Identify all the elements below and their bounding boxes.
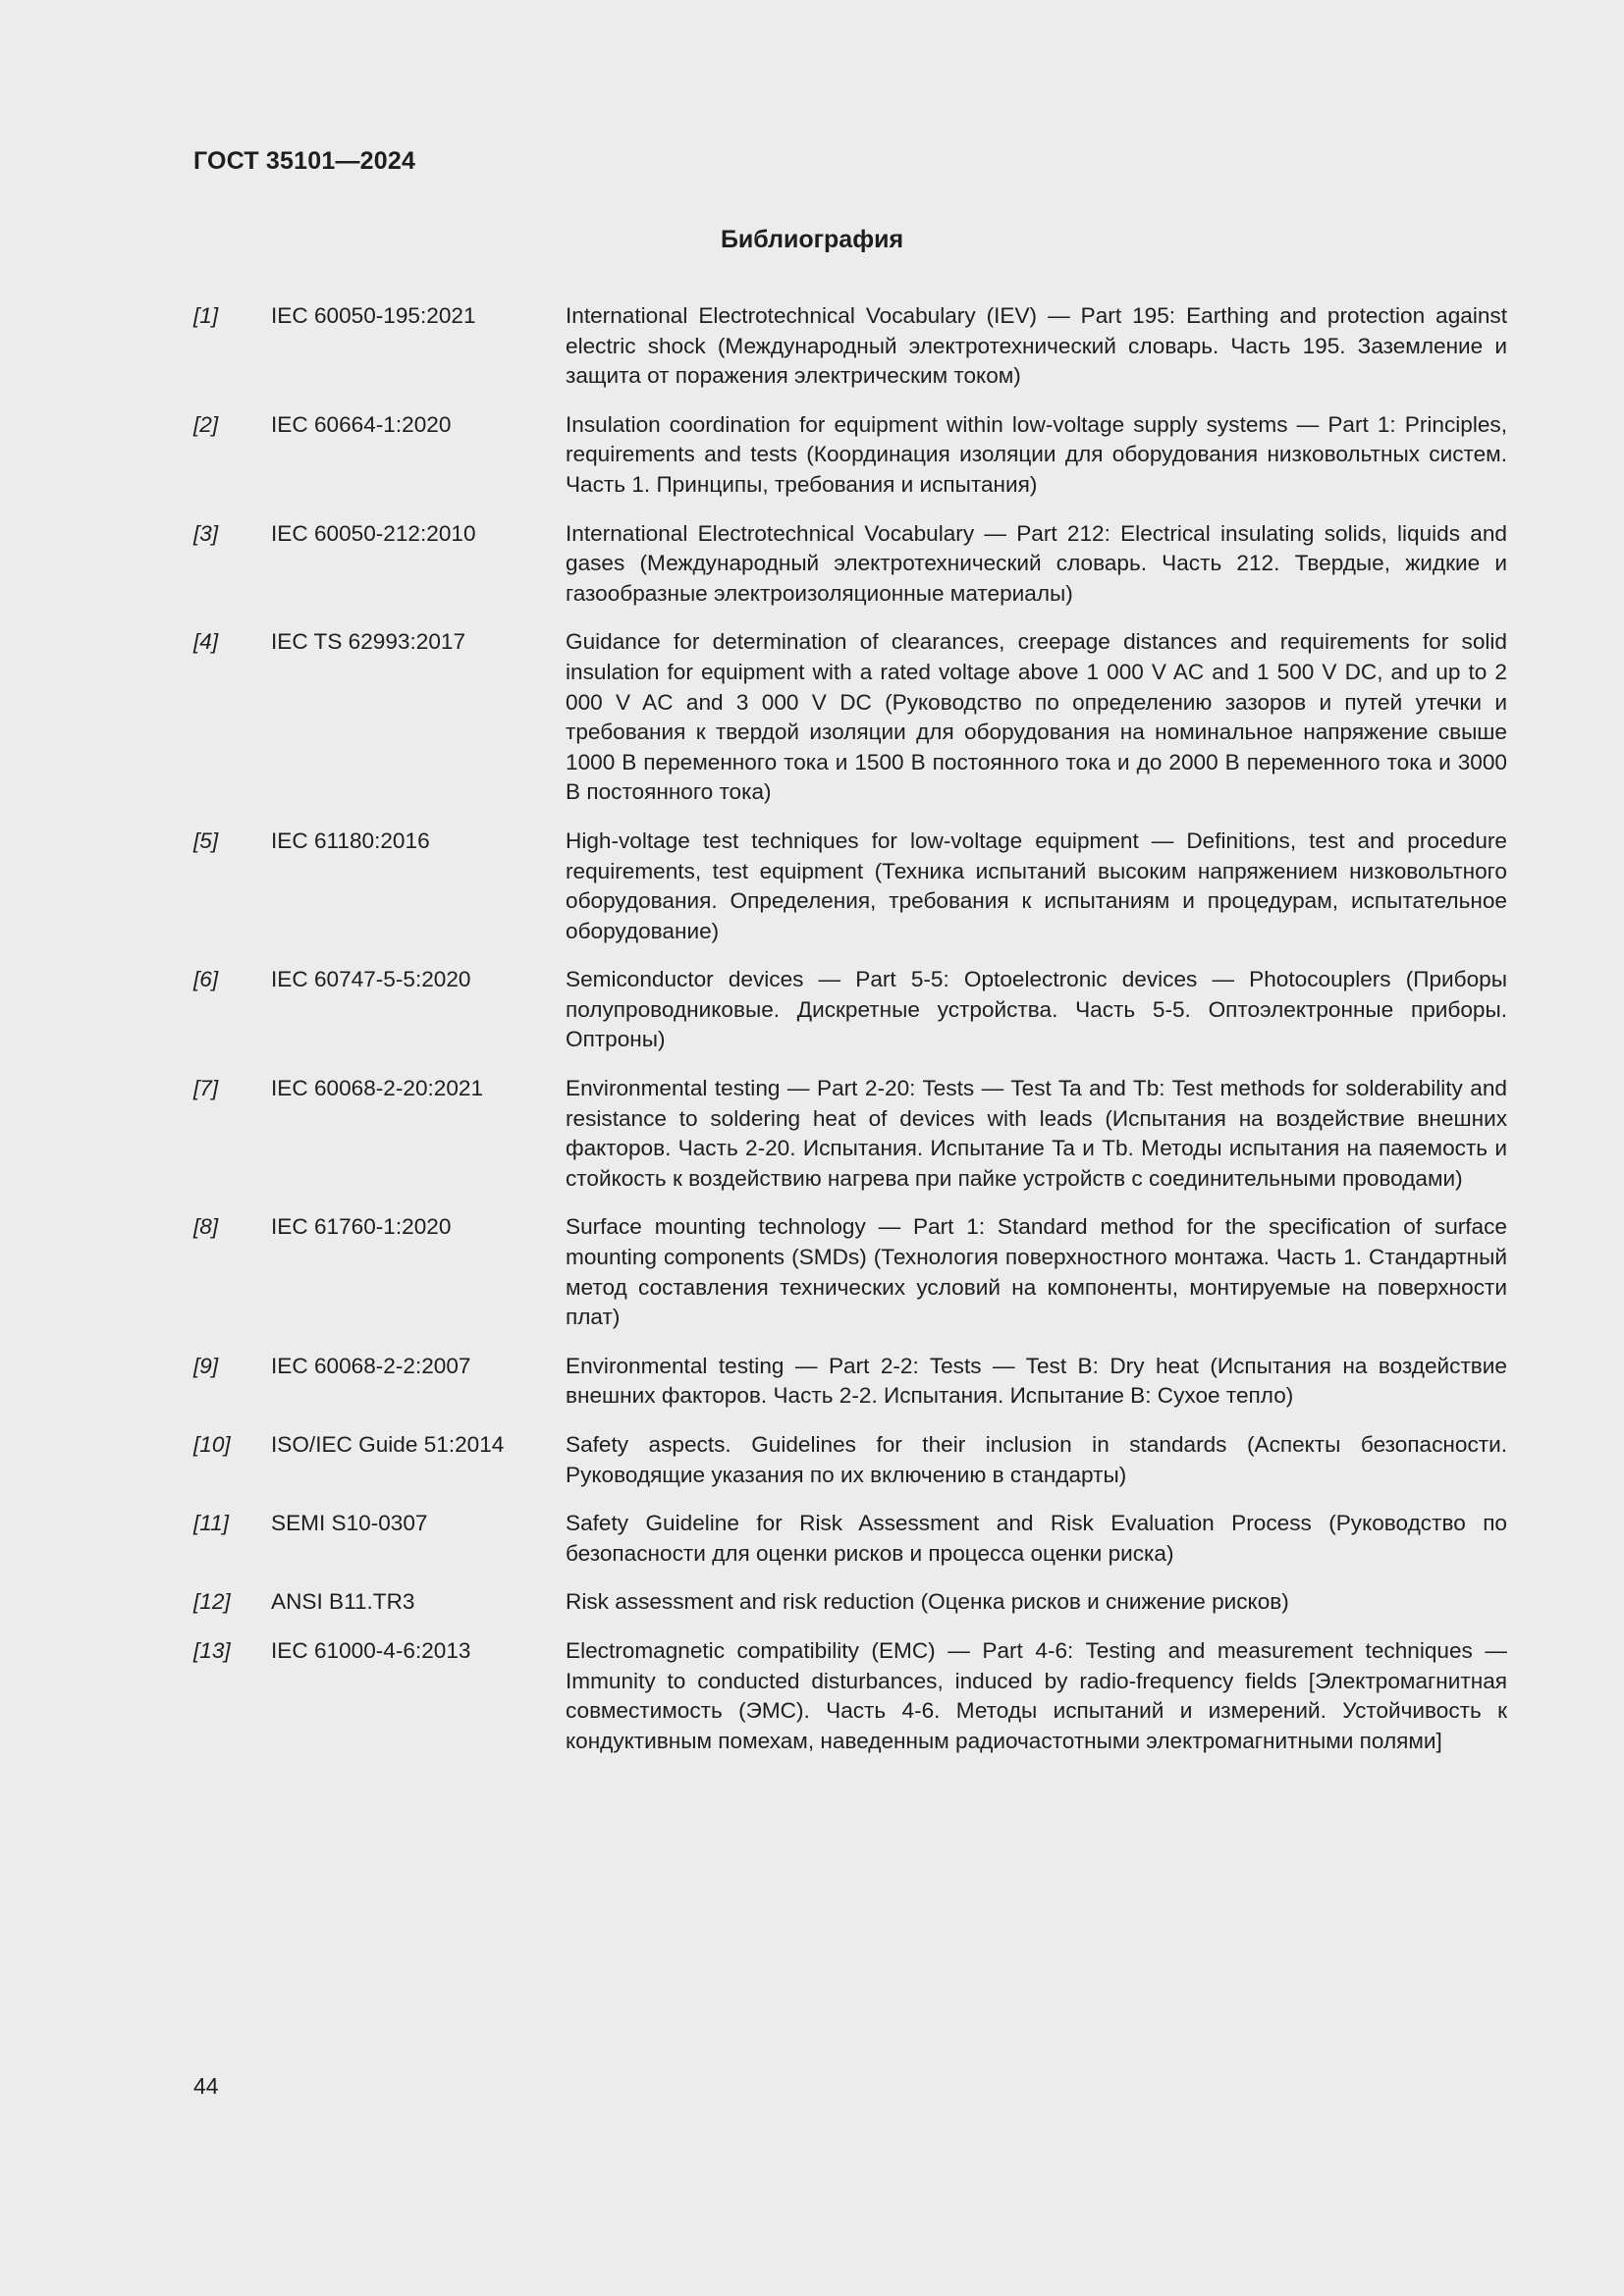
entry-number: [1]	[193, 303, 219, 328]
entry-standard-code: IEC 60747-5-5:2020	[271, 967, 471, 992]
entry-standard-code: IEC 60050-195:2021	[271, 303, 476, 328]
entry-title: International Electrotechnical Vocabulary (IEV) — Part 195: Earthing and protection against electric shock (Международный электротехнический словарь. Часть 195. Заземление и защита от поражения электрическим током)	[566, 303, 1507, 389]
entry-number: [11]	[193, 1511, 230, 1536]
entry-standard-code: IEC 61000-4-6:2013	[271, 1637, 471, 1663]
bibliography-entry	[193, 827, 1507, 946]
page-number: 44	[193, 2073, 219, 2099]
document-code: ГОСТ 35101—2024	[193, 147, 416, 175]
entry-title: Environmental testing — Part 2-20: Tests — Test Ta and Tb: Test methods for solderability and resistance to soldering heat of devices with leads (Испытания на воздействие внешних факторов. Часть 2-20. Испытания. Испытание Ta и Tb. Методы испытания на паяемость и стойкость к воздействию нагрева при пайке устройств с соединительными проводами)	[566, 1076, 1507, 1191]
bibliography-entry	[193, 301, 1507, 392]
entry-number: [7]	[193, 1076, 219, 1101]
bibliography-entry	[193, 1074, 1507, 1194]
bibliography-entry	[193, 1212, 1507, 1332]
entry-title: Surface mounting technology — Part 1: Standard method for the specification of surface mounting components (SMDs) (Технология поверхностного монтажа. Часть 1. Стандартный метод составления технических условий на компоненты, монтируемые на поверхности плат)	[566, 1214, 1507, 1330]
bibliography-list	[193, 301, 1507, 1775]
bibliography-entry	[193, 410, 1507, 501]
bibliography-entry	[193, 1509, 1507, 1569]
entry-title: Semiconductor devices — Part 5-5: Optoelectronic devices — Photocouplers (Приборы полупроводниковые. Дискретные устройства. Часть 5-5. Оптоэлектронные приборы. Оптроны)	[566, 967, 1507, 1052]
entry-number: [6]	[193, 967, 219, 992]
entry-title: High-voltage test techniques for low-voltage equipment — Definitions, test and procedure requirements, test equipment (Техника испытаний высоким напряжением низковольтного оборудования. Определения, требования к испытаниям и процедурам, испытательное оборудование)	[566, 828, 1507, 943]
entry-title: Environmental testing — Part 2-2: Tests — Test B: Dry heat (Испытания на воздействие внешних факторов. Часть 2-2. Испытания. Испытание В: Сухое тепло)	[566, 1353, 1507, 1409]
entry-standard-code: IEC 61760-1:2020	[271, 1214, 452, 1240]
entry-number: [8]	[193, 1214, 219, 1240]
bibliography-entry	[193, 1352, 1507, 1412]
page-title: Библиография	[720, 226, 904, 253]
entry-title: Electromagnetic compatibility (EMC) — Part 4-6: Testing and measurement techniques — Immunity to conducted disturbances, induced by radio-frequency fields [Электромагнитная совместимость (ЭМС). Часть 4-6. Методы испытаний и измерений. Устойчивость к кондуктивным помехам, наведенным радиочастотными электромагнитными полями]	[566, 1637, 1507, 1753]
entry-standard-code: IEC 60050-212:2010	[271, 520, 476, 546]
entry-number: [12]	[193, 1589, 231, 1615]
entry-title: Safety aspects. Guidelines for their inclusion in standards (Аспекты безопасности. Руководящие указания по их включению в стандарты)	[566, 1432, 1507, 1487]
entry-standard-code: IEC 60068-2-2:2007	[271, 1353, 471, 1378]
entry-title: Safety Guideline for Risk Assessment and Risk Evaluation Process (Руководство по безопасности для оценки рисков и процесса оценки риска)	[566, 1511, 1507, 1566]
entry-number: [13]	[193, 1637, 231, 1663]
entry-standard-code: IEC 60664-1:2020	[271, 411, 452, 437]
entry-number: [3]	[193, 520, 219, 546]
entry-title: International Electrotechnical Vocabulary — Part 212: Electrical insulating solids, liquids and gases (Международный электротехнический словарь. Часть 212. Твердые, жидкие и газообразные электроизоляционные материалы)	[566, 520, 1507, 606]
bibliography-entry	[193, 965, 1507, 1055]
entry-number: [5]	[193, 828, 219, 853]
entry-standard-code: ANSI B11.TR3	[271, 1589, 415, 1615]
entry-title: Risk assessment and risk reduction (Оценка рисков и снижение рисков)	[566, 1589, 1289, 1615]
bibliography-entry	[193, 1636, 1507, 1756]
entry-standard-code: SEMI S10-0307	[271, 1511, 428, 1536]
bibliography-entry	[193, 627, 1507, 808]
entry-number: [2]	[193, 411, 219, 437]
entry-number: [10]	[193, 1432, 231, 1457]
bibliography-entry	[193, 519, 1507, 610]
entry-number: [4]	[193, 629, 219, 655]
entry-standard-code: IEC TS 62993:2017	[271, 629, 466, 655]
entry-standard-code: IEC 61180:2016	[271, 828, 430, 853]
entry-title: Insulation coordination for equipment within low-voltage supply systems — Part 1: Principles, requirements and tests (Координация изоляции для оборудования низковольтных систем. Часть 1. Принципы, требования и испытания)	[566, 411, 1507, 497]
bibliography-entry	[193, 1587, 1507, 1618]
entry-standard-code: ISO/IEC Guide 51:2014	[271, 1432, 505, 1457]
entry-title: Guidance for determination of clearances, creepage distances and requirements for solid insulation for equipment with a rated voltage above 1 000 V AC and 1 500 V DC, and up to 2 000 V AC and 3 000 V DC (Руководство по определению зазоров и путей утечки и требования к твердой изоляции для оборудования на номинальное напряжение свыше 1000 В переменного тока и 1500 В постоянного тока и до 2000 В переменного тока и 3000 В постоянного тока)	[566, 629, 1507, 805]
entry-number: [9]	[193, 1353, 219, 1378]
entry-standard-code: IEC 60068-2-20:2021	[271, 1076, 484, 1101]
bibliography-entry	[193, 1430, 1507, 1490]
